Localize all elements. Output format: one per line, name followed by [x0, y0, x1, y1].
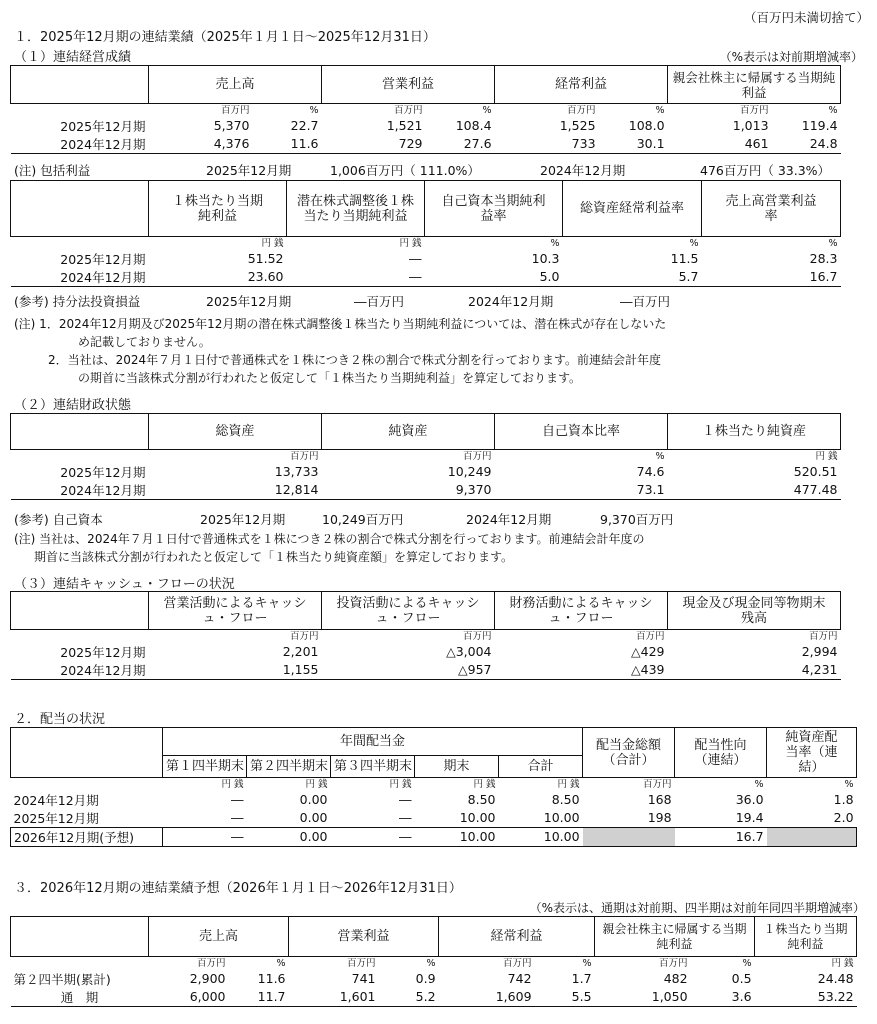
cell: 482: [663, 971, 688, 986]
cell: 13,733: [274, 464, 319, 479]
unit: 円 銭: [261, 237, 284, 249]
row-label: 第２四半期(累計): [13, 971, 111, 987]
header-total-dividend: 配当金総額（合計）: [583, 728, 675, 778]
period: 2025年12月期: [200, 512, 286, 527]
section-1-title: １．2025年12月期の連結業績（2025年１月１日～2025年12月31日）: [14, 30, 436, 45]
row-label: 2025年12月期: [60, 644, 146, 660]
cell: 74.6: [636, 464, 665, 479]
unit: 百万円: [643, 778, 672, 790]
cell: 1,525: [559, 118, 596, 133]
row-label: 2024年12月期: [60, 662, 146, 678]
cell: 733: [571, 136, 596, 151]
cell: ―: [399, 792, 412, 807]
value: ―百万円: [354, 294, 405, 309]
row-label: 2024年12月期: [60, 482, 146, 498]
unit: 円 銭: [305, 778, 328, 790]
cell: 1,155: [282, 662, 319, 677]
value: ―百万円: [620, 294, 671, 309]
unit: 百万円: [220, 104, 250, 116]
note-1-cont: め記載しておりません。: [78, 335, 211, 349]
header-q3: 第３四半期末: [331, 756, 415, 778]
cell: 22.7: [290, 118, 319, 133]
cell: △429: [631, 644, 665, 659]
header-ordinary-income: 経常利益: [495, 66, 668, 104]
header-bps: １株当たり純資産: [668, 414, 841, 450]
cell: 0.9: [415, 971, 436, 986]
header-equity-ratio: 自己資本比率: [495, 414, 668, 450]
cell: 11.5: [670, 251, 699, 266]
unit: %: [482, 104, 492, 116]
cell: 8.50: [467, 792, 496, 807]
cell: 27.6: [463, 136, 492, 151]
unit: 円 銭: [389, 778, 412, 790]
cell: 108.0: [628, 118, 665, 133]
comprehensive-income-label: (注) 包括利益: [14, 163, 91, 178]
header-operating-cf: 営業活動によるキャッシュ・フロー: [149, 592, 322, 630]
forecast-note: （%表示は、通期は対前期、四半期は対前年同四半期増減率）: [529, 901, 865, 915]
header-blank: [11, 66, 149, 104]
dividends-title: ２．配当の状況: [14, 712, 106, 727]
equity-label: (参考) 自己資本: [14, 512, 103, 527]
header-annual-dividend: 年間配当金: [163, 728, 583, 756]
unit: %: [582, 957, 592, 969]
forecast-table: [10, 916, 857, 1007]
period: 2024年12月期: [466, 512, 552, 527]
row-label: 2025年12月期: [60, 464, 146, 480]
cell: 5.0: [539, 269, 560, 284]
row-label: 2024年12月期: [60, 136, 146, 152]
value: 476百万円（ 33.3%）: [700, 163, 831, 178]
cell: 10.00: [543, 829, 580, 844]
header-payout-ratio: 配当性向（連結）: [675, 728, 767, 778]
header-roa: 総資産経常利益率: [563, 181, 702, 237]
value: 9,370百万円: [600, 512, 674, 527]
cell: 0.00: [299, 792, 328, 807]
cell: 53.22: [817, 989, 854, 1004]
cell: 10.00: [459, 810, 496, 825]
row-label: 通 期: [60, 989, 99, 1005]
unit: 百万円: [394, 104, 423, 116]
cell: 5,370: [213, 118, 250, 133]
header-year-end: 期末: [415, 756, 499, 778]
per-share-table: [10, 180, 841, 287]
unit: 百万円: [289, 450, 319, 462]
cell: 10.00: [459, 829, 496, 844]
cell: 19.4: [735, 810, 764, 825]
dividends-table: [10, 727, 857, 847]
unit: %: [655, 104, 665, 116]
cell: 51.52: [247, 251, 284, 266]
unit: 百万円: [503, 957, 532, 969]
header-op-margin: 売上高営業利益率: [702, 181, 841, 237]
cell: 28.3: [809, 251, 838, 266]
cell: 742: [507, 971, 532, 986]
unit: 百万円: [462, 630, 492, 642]
cell: 1.8: [833, 792, 854, 807]
cell: 1,601: [339, 989, 376, 1004]
cell: 36.0: [735, 792, 764, 807]
cell: 119.4: [801, 118, 838, 133]
cell: 4,231: [801, 662, 838, 677]
cell: 9,370: [455, 482, 492, 497]
row-label: 2025年12月期: [13, 810, 99, 826]
cell: ―: [231, 829, 244, 844]
unit: 百万円: [635, 630, 665, 642]
cell: 1,521: [386, 118, 423, 133]
cell: ―: [399, 810, 412, 825]
unit: %: [742, 957, 752, 969]
header-q1: 第１四半期末: [163, 756, 247, 778]
unit: %: [276, 957, 286, 969]
cell: 11.7: [257, 989, 286, 1004]
cell: 6,000: [189, 989, 226, 1004]
header-total: 合計: [499, 756, 583, 778]
unit: 百万円: [567, 104, 596, 116]
unit-note: （百万円未満切捨て）: [743, 10, 869, 25]
cell: 0.00: [299, 810, 328, 825]
period: 2025年12月期: [206, 294, 292, 309]
cell: ―: [231, 792, 244, 807]
results-subtitle: （１）連結経営成績: [14, 50, 132, 65]
unit: 円 銭: [831, 957, 854, 969]
unit: %: [426, 957, 436, 969]
cell: 729: [398, 136, 423, 151]
cell: 1.7: [571, 971, 592, 986]
note-2-cont: の期首に当該株式分割が行われたと仮定して「１株当たり当期純利益」を算定しております。: [78, 371, 582, 385]
unit: %: [550, 237, 560, 249]
cell: 520.51: [793, 464, 838, 479]
cell: ―: [231, 810, 244, 825]
cell-shaded: [767, 827, 857, 846]
header-ordinary-income: 経常利益: [439, 917, 595, 957]
cell: 10.00: [543, 810, 580, 825]
cell: ―: [409, 251, 422, 266]
cell: 2,994: [801, 644, 838, 659]
row-label: 2026年12月期(予想): [11, 827, 163, 846]
cell-shaded: [583, 827, 675, 846]
header-roe: 自己資本当期純利益率: [425, 181, 563, 237]
header-q2: 第２四半期末: [247, 756, 331, 778]
cell: ―: [399, 829, 412, 844]
row-label: 2025年12月期: [60, 118, 146, 134]
header-net-income: 親会社株主に帰属する当期純利益: [595, 917, 755, 957]
cell: 16.7: [809, 269, 838, 284]
cash-flow-table: [10, 591, 841, 680]
header-operating-income: 営業利益: [289, 917, 439, 957]
cell: 24.48: [817, 971, 854, 986]
cell: 10,249: [447, 464, 492, 479]
header-doe: 純資産配当率（連結）: [767, 728, 857, 778]
value: 1,006百万円（ 111.0%）: [330, 163, 480, 178]
unit: %: [828, 104, 838, 116]
cell: 10.3: [531, 251, 560, 266]
cell: 4,376: [213, 136, 250, 151]
financial-position-subtitle: （２）連結財政状態: [14, 398, 132, 413]
cell: 198: [647, 810, 672, 825]
period: 2024年12月期: [540, 163, 626, 178]
value: 10,249百万円: [322, 512, 404, 527]
cell: 5.5: [571, 989, 592, 1004]
cell: 168: [647, 792, 672, 807]
cell: ―: [409, 269, 422, 284]
header-net-assets: 純資産: [322, 414, 495, 450]
cell: 108.4: [455, 118, 492, 133]
cell: 477.48: [793, 482, 838, 497]
cell: 741: [351, 971, 376, 986]
unit: 百万円: [808, 630, 838, 642]
results-table: [10, 65, 841, 154]
unit: %: [309, 104, 319, 116]
unit: %: [844, 778, 854, 790]
cell: 23.60: [247, 269, 284, 284]
cell: △957: [458, 662, 492, 677]
unit: 円 銭: [557, 778, 580, 790]
header-operating-income: 営業利益: [322, 66, 495, 104]
header-financing-cf: 財務活動によるキャッシュ・フロー: [495, 592, 668, 630]
cell: 461: [744, 136, 769, 151]
cell: 8.50: [551, 792, 580, 807]
cell: △439: [631, 662, 665, 677]
period: 2025年12月期: [206, 163, 292, 178]
header-diluted-eps: 潜在株式調整後１株当たり当期純利益: [287, 181, 425, 237]
note-1: (注) 1．2024年12月期及び2025年12月期の潜在株式調整後１株当たり当期純利益については、潜在株式が存在しないた: [14, 317, 667, 331]
cell: 11.6: [257, 971, 286, 986]
cell: 16.7: [735, 829, 764, 844]
header-sales: 売上高: [149, 66, 322, 104]
unit: 円 銭: [815, 450, 838, 462]
cell: 0.5: [731, 971, 752, 986]
cell: 0.00: [299, 829, 328, 844]
header-investing-cf: 投資活動によるキャッシュ・フロー: [322, 592, 495, 630]
unit: 百万円: [659, 957, 688, 969]
cell: 30.1: [636, 136, 665, 151]
unit: %: [689, 237, 699, 249]
row-label: 2024年12月期: [13, 792, 99, 808]
header-net-income: 親会社株主に帰属する当期純利益: [668, 66, 841, 104]
cell: 1,013: [732, 118, 769, 133]
pct-note: （%表示は対前期増減率）: [719, 50, 863, 64]
cell: 24.8: [809, 136, 838, 151]
unit: 百万円: [289, 630, 319, 642]
cell: 12,814: [274, 482, 319, 497]
period: 2024年12月期: [468, 294, 554, 309]
header-total-assets: 総資産: [149, 414, 322, 450]
cash-flow-subtitle: （３）連結キャッシュ・フローの状況: [14, 577, 235, 592]
cell: 1,609: [495, 989, 532, 1004]
unit: 百万円: [740, 104, 769, 116]
equity-method-label: (参考) 持分法投資損益: [14, 294, 141, 309]
note-2: 2．当社は、2024年７月１日付で普通株式を１株につき２株の割合で株式分割を行っております。前連結会計年度: [48, 353, 661, 367]
cell: △3,004: [446, 644, 492, 659]
unit: %: [754, 778, 764, 790]
row-label: 2024年12月期: [60, 269, 146, 285]
cell: 1,050: [651, 989, 688, 1004]
note-3: (注) 当社は、2024年７月１日付で普通株式を１株につき２株の割合で株式分割を行っております。前連結会計年度の: [14, 532, 645, 546]
header-cash-balance: 現金及び現金同等物期末残高: [668, 592, 841, 630]
cell: 2,900: [189, 971, 226, 986]
cell: 5.2: [415, 989, 436, 1004]
header-eps: １株当たり当期純利益: [149, 181, 287, 237]
header-eps: １株当たり当期純利益: [755, 917, 857, 957]
unit: 百万円: [196, 957, 226, 969]
unit: 百万円: [347, 957, 376, 969]
unit: %: [655, 450, 665, 462]
cell: 11.6: [290, 136, 319, 151]
cell: 2.0: [833, 810, 854, 825]
note-3-cont: 期首に当該株式分割が行われたと仮定して「１株当たり純資産額」を算定しております。: [34, 550, 514, 564]
financial-position-table: [10, 413, 841, 500]
cell: 2,201: [282, 644, 319, 659]
unit: 百万円: [462, 450, 492, 462]
cell: 3.6: [731, 989, 752, 1004]
header-sales: 売上高: [149, 917, 289, 957]
cell: 5.7: [678, 269, 699, 284]
cell: 73.1: [636, 482, 665, 497]
forecast-title: ３．2026年12月期の連結業績予想（2026年１月１日～2026年12月31日）: [14, 881, 462, 896]
unit: %: [828, 237, 838, 249]
unit: 円 銭: [221, 778, 244, 790]
row-label: 2025年12月期: [60, 251, 146, 267]
unit: 円 銭: [473, 778, 496, 790]
unit: 円 銭: [399, 237, 422, 249]
